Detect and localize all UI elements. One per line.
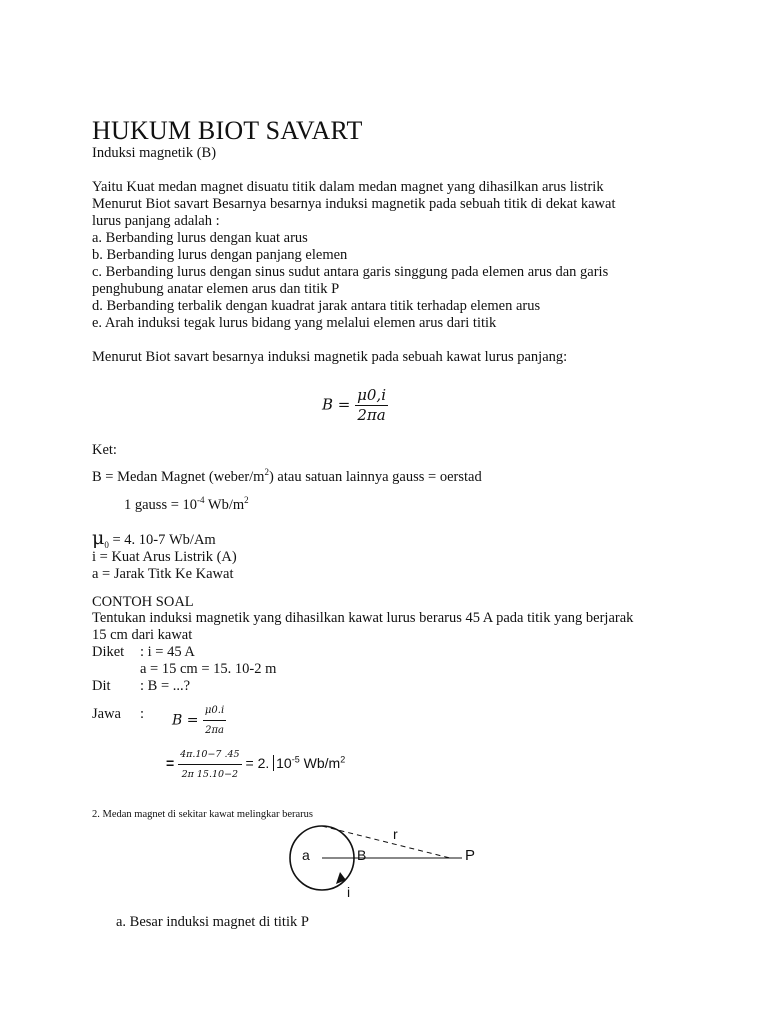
calc-result: = 2. $10^{-5}$ $Wb/m^2$: [245, 754, 346, 772]
label-p: P: [465, 847, 476, 864]
ket-b-line: B = Medan Magnet $(weber/m^2)$ atau satuan lainnya gauss = oerstad: [92, 467, 482, 485]
list-item-a: a. Berbanding lurus dengan kuat arus: [92, 230, 308, 246]
intro-line-1: Yaitu Kuat medan magnet disuatu titik dalam medan magnet yang dihasilkan arus listrik: [92, 179, 604, 195]
contoh-heading: CONTOH SOAL: [92, 594, 194, 610]
jawa-colon: :: [140, 706, 145, 722]
label-a: a: [302, 847, 310, 863]
jawa-denominator: 2πa: [205, 725, 224, 736]
list-item-c: c. Berbanding lurus dengan sinus sudut antara garis singgung pada elemen arus dan garis: [92, 264, 609, 280]
diket-label: Diket: [92, 644, 125, 660]
calc-numerator: 4π.10−7 .45: [178, 746, 242, 765]
r-dashed-line: [322, 826, 450, 858]
contoh-problem-2: 15 cm dari kawat: [92, 627, 193, 643]
diket-i: : i = 45 A: [140, 644, 195, 660]
biot-savart-formula: [322, 387, 388, 424]
formula-fraction: [355, 387, 388, 424]
label-i: i: [347, 884, 351, 900]
contoh-problem-1: Tentukan induksi magnetik yang dihasilkan kawat lurus berarus 45 A pada titik yang berjarak: [92, 610, 634, 626]
statement: Menurut Biot savart besarnya induksi magnetik pada sebuah kawat lurus panjang:: [92, 349, 568, 365]
list-item-b: b. Berbanding lurus dengan panjang elemen: [92, 247, 348, 263]
current-arrow-icon: [336, 872, 346, 884]
formula-lhs: B =: [322, 395, 351, 414]
jawa-numerator: μ0.i: [203, 702, 226, 721]
list-item-d: d. Berbanding terbalik dengan kuadrat jarak antara titik terhadap elemen arus: [92, 298, 541, 314]
formula-denominator: 2πa: [357, 406, 386, 424]
ket-gauss-line: 1 gauss = $10^{-4}$ $Wb/m^2$: [124, 495, 249, 513]
calc-denominator: 2π 15.10−2: [181, 769, 239, 780]
calculation: = $\frac{4\pi.10-7 .45}{2\pi 15.10-2}$ = 2. $10^{-5}$ $Wb/m^2$: [166, 746, 345, 783]
dit-value: : B = ...?: [140, 678, 191, 694]
question-a: a. Besar induksi magnet di titik P: [116, 914, 309, 930]
ket-label: Ket:: [92, 442, 117, 458]
ket-a-line: a = Jarak Titk Ke Kawat: [92, 566, 234, 582]
intro-line-3: lurus panjang adalah :: [92, 213, 220, 229]
list-item-c-cont: penghubung anatar elemen arus dan titik P: [92, 281, 340, 297]
list-item-e: e. Arah induksi tegak lurus bidang yang melalui elemen arus dari titik: [92, 315, 497, 331]
label-r: r: [393, 826, 398, 842]
jawa-formula: B = $\frac{\mu 0.i}{2\pi a}$: [172, 702, 226, 739]
ket-mu-line: $\mu_0 = 4$. 10-7 Wb/Am: [92, 527, 216, 550]
page-title: HUKUM BIOT SAVART: [92, 116, 363, 145]
subtitle: Induksi magnetik (B): [92, 145, 217, 161]
circular-wire-diagram: [282, 822, 502, 902]
ket-i-line: i = Kuat Arus Listrik (A): [92, 549, 237, 565]
section2-heading: 2. Medan magnet di sekitar kawat melingkar berarus: [92, 809, 314, 820]
diket-a: a = 15 cm = 15. 10-2 m: [140, 661, 277, 677]
dit-label: Dit: [92, 678, 111, 694]
intro-line-2: Menurut Biot savart Besarnya besarnya induksi magnetik pada sebuah titik di dekat kawat: [92, 196, 616, 212]
jawa-label: Jawa: [92, 706, 121, 722]
formula-numerator: μ0,i: [357, 386, 386, 404]
label-b: B: [357, 847, 367, 863]
